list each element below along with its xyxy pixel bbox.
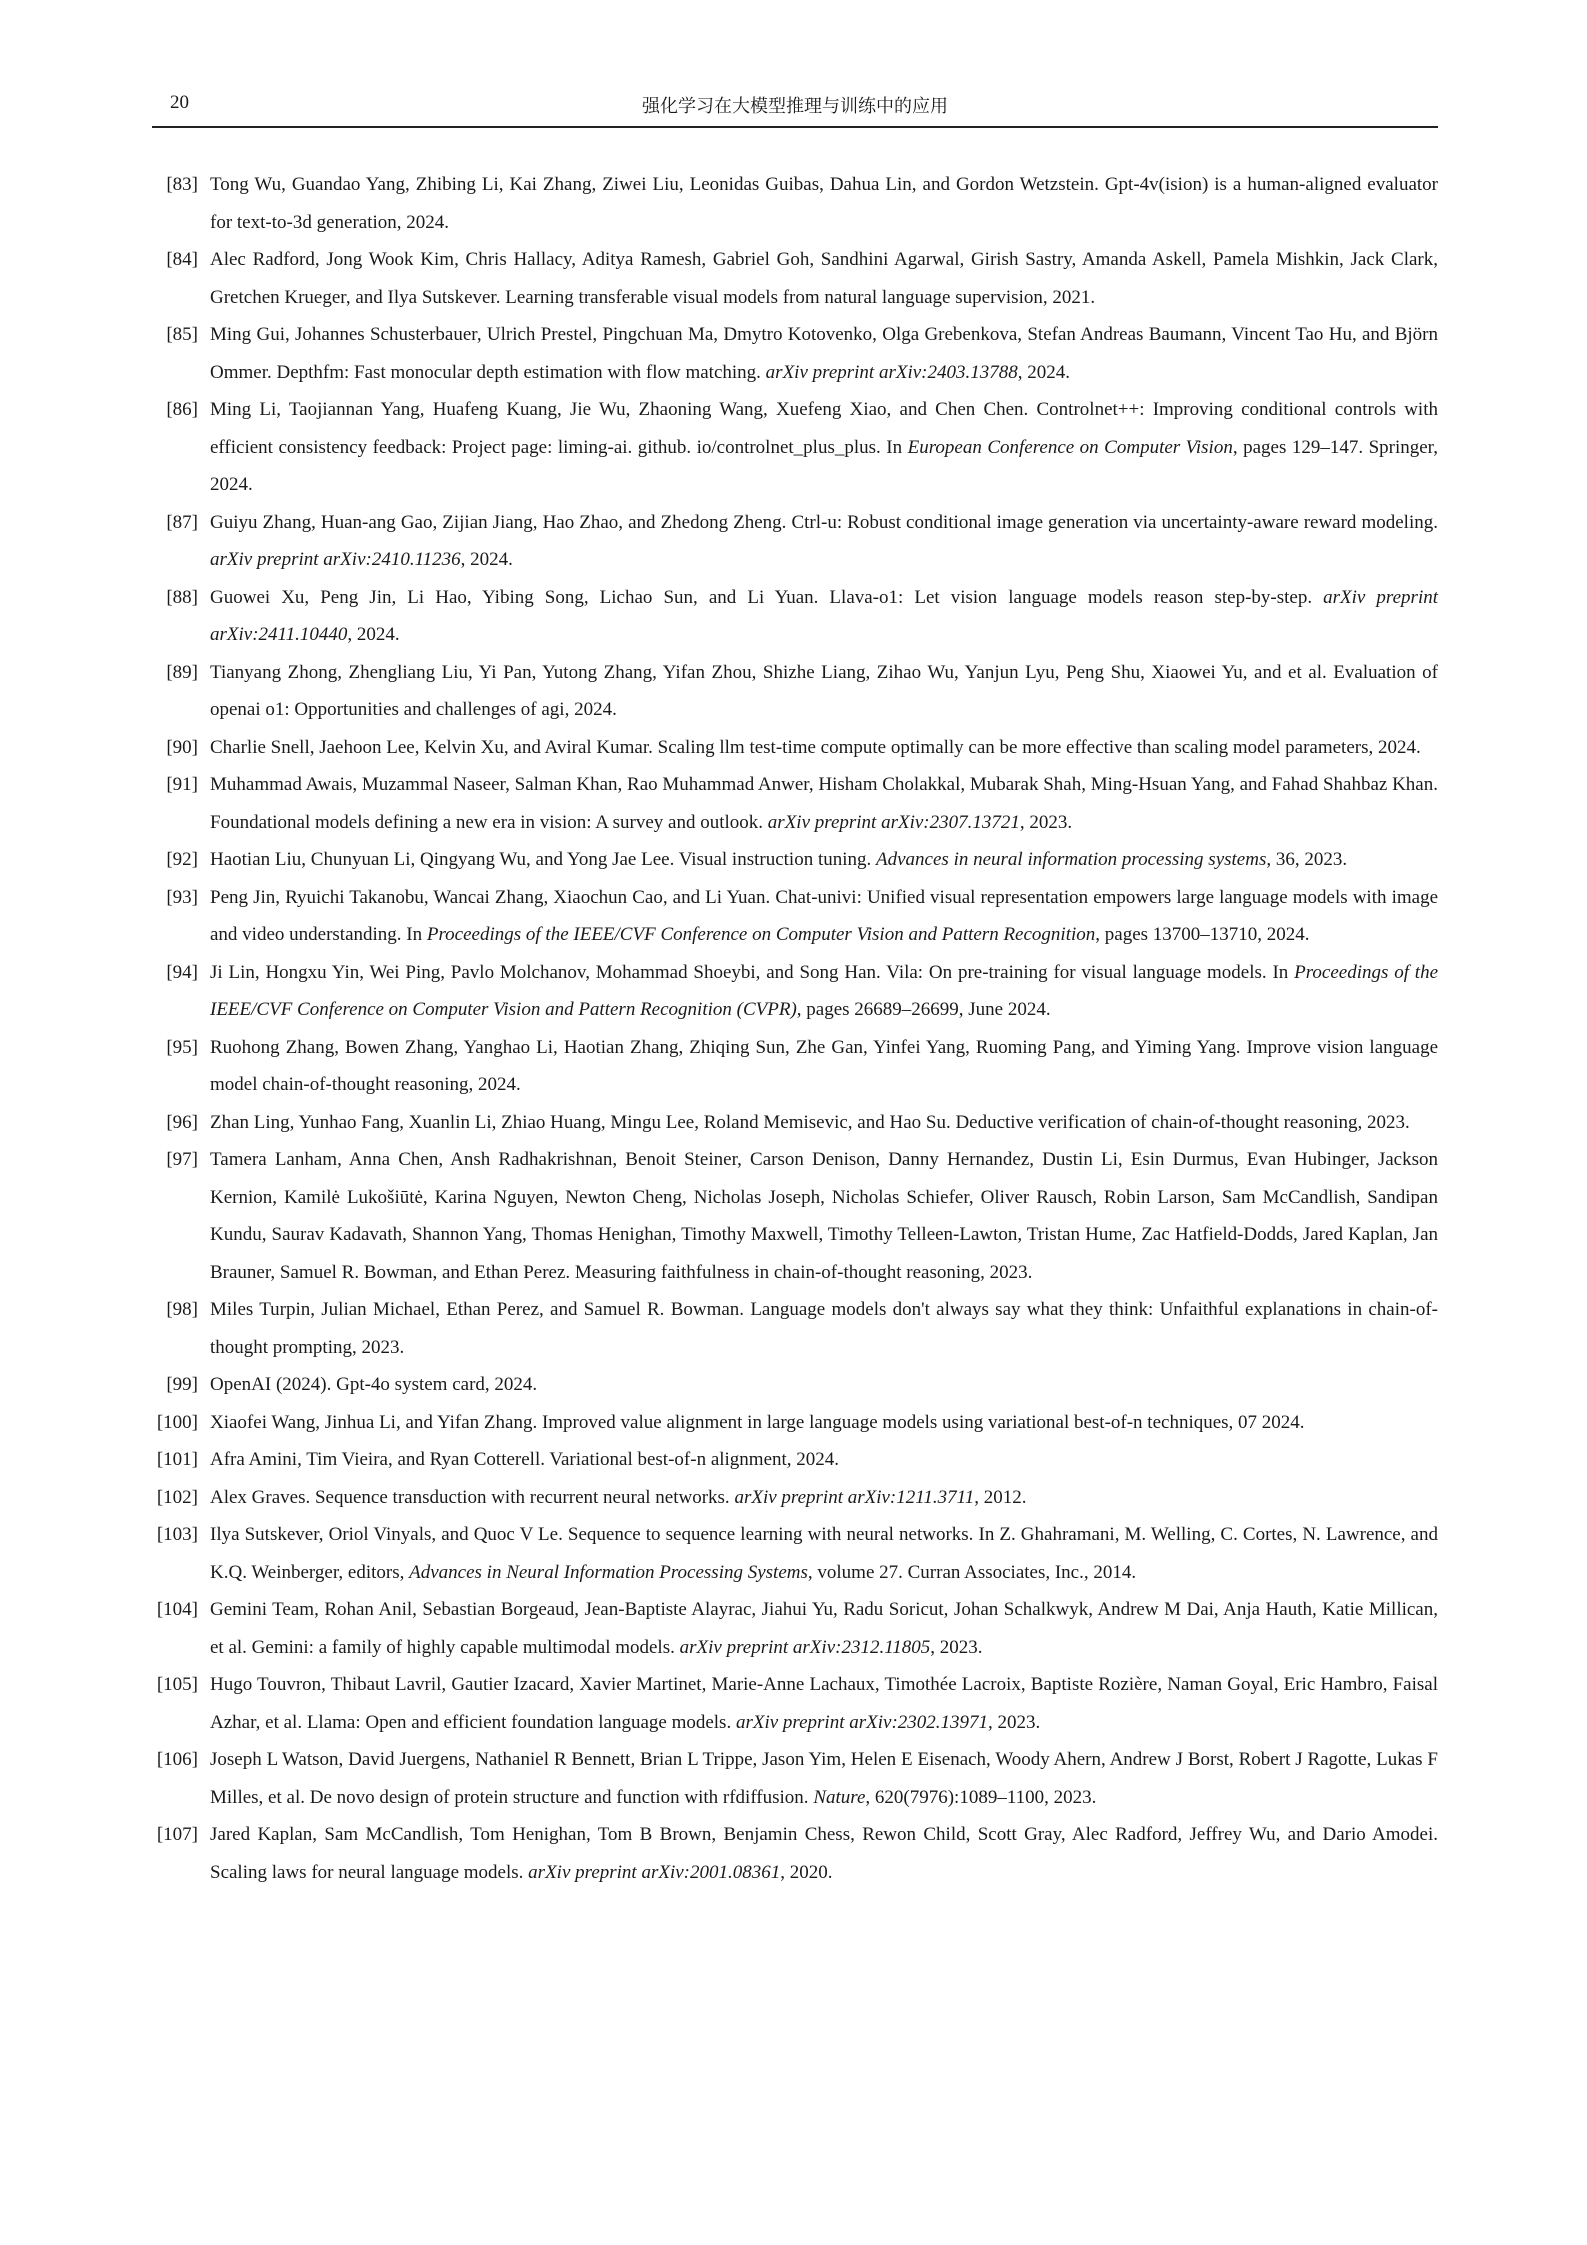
reference-text (210, 1404, 1438, 1442)
reference-entry (152, 654, 1438, 729)
reference-entry (152, 841, 1438, 879)
reference-fragment: , 2023. (1019, 811, 1073, 833)
reference-number: [85] (166, 324, 198, 345)
reference-entry (152, 1104, 1438, 1142)
reference-fragment: Ji Lin, Hongxu Yin, Wei Ping, Pavlo Molchanov, Mohammad Shoeybi, and Song Han. Vila: On pre-training for visual language models. In (210, 961, 1295, 983)
reference-fragment: Tianyang Zhong, Zhengliang Liu, Yi Pan, Yutong Zhang, Yifan Zhou, Shizhe Liang, Zihao Wu, Yanjun Lyu, Peng Shu, Xiaowei Yu, and et al. Evaluation of openai o1: Opportunities and challenges of agi, 2024. (210, 661, 1438, 720)
reference-fragment: OpenAI (2024). Gpt-4o system card, 2024. (210, 1374, 538, 1395)
reference-fragment: Ming Li, Taojiannan Yang, Huafeng Kuang, Jie Wu, Zhaoning Wang, Xuefeng Xiao, and Chen Chen. Controlnet++: Improving conditional controls with efficient consistency feedback: Project page: liming-ai. github. io/controlnet_plus_plus. In (210, 399, 1438, 458)
reference-fragment: Alec Radford, Jong Wook Kim, Chris Hallacy, Aditya Ramesh, Gabriel Goh, Sandhini Agarwal, Girish Sastry, Amanda Askell, Pamela Mishkin, Jack Clark, Gretchen Krueger, and Ilya Sutskever. Learning transferable visual models from natural language supervision, 2021. (210, 249, 1438, 308)
reference-number: [96] (166, 1111, 198, 1133)
reference-number: [91] (166, 774, 198, 795)
reference-fragment: Tamera Lanham, Anna Chen, Ansh Radhakrishnan, Benoit Steiner, Carson Denison, Danny Hernandez, Dustin Li, Esin Durmus, Evan Hubinger, Jackson Kernion, Kamilė Lukošiūtė, Karina Nguyen, Newton Cheng, Nicholas Joseph, Nicholas Schiefer, Oliver Rausch, Robin Larson, Sam McCandlish, Sandipan Kundu, Saurav Kadavath, Shannon Yang, Thomas Henighan, Timothy Maxwell, Timothy Telleen-Lawton, Tristan Hume, Zac Hatfield-Dodds, Jared Kaplan, Jan Brauner, Samuel R. Bowman, and Ethan Perez. Measuring faithfulness in chain-of-thought reasoning, 2023. (210, 1149, 1438, 1283)
reference-text (210, 1741, 1438, 1816)
reference-fragment: Ruohong Zhang, Bowen Zhang, Yanghao Li, Haotian Zhang, Zhiqing Sun, Zhe Gan, Yinfei Yang, Ruoming Pang, and Yiming Yang. Improve vision language model chain-of-thought reasoning, 2024. (210, 1036, 1438, 1095)
reference-number: [92] (166, 849, 198, 870)
reference-number: [106] (156, 1749, 198, 1770)
reference-number: [94] (166, 961, 198, 983)
reference-entry (152, 766, 1438, 841)
reference-text (210, 241, 1438, 316)
reference-fragment: Guowei Xu, Peng Jin, Li Hao, Yibing Song, Lichao Sun, and Li Yuan. Llava-o1: Let vision language models reason step-by-step. (210, 586, 1324, 608)
reference-number: [86] (166, 399, 198, 420)
reference-number: [87] (166, 511, 198, 533)
reference-entry (152, 1591, 1438, 1666)
reference-number: [104] (156, 1599, 198, 1620)
reference-text (210, 1141, 1438, 1291)
reference-entry (152, 166, 1438, 241)
reference-entry (152, 1666, 1438, 1741)
reference-fragment: Xiaofei Wang, Jinhua Li, and Yifan Zhang. Improved value alignment in large language models using variational best-of-n techniques, 07 2024. (210, 1411, 1305, 1433)
reference-entry (152, 1141, 1438, 1291)
reference-number: [95] (166, 1036, 198, 1058)
reference-fragment: Alex Graves. Sequence transduction with recurrent neural networks. (210, 1486, 735, 1508)
reference-fragment: , 2023. (988, 1711, 1041, 1733)
reference-fragment: , pages 13700–13710, 2024. (1095, 924, 1310, 945)
reference-number: [89] (166, 661, 198, 683)
reference-number: [103] (156, 1524, 198, 1545)
reference-fragment: , pages 129–147. Springer, 2024. (210, 436, 1438, 495)
reference-number: [102] (156, 1486, 198, 1508)
reference-text (210, 1291, 1438, 1366)
reference-fragment: Haotian Liu, Chunyuan Li, Qingyang Wu, and Yong Jae Lee. Visual instruction tuning. (210, 849, 877, 870)
reference-text (210, 1366, 1438, 1404)
reference-text (210, 879, 1438, 954)
reference-text (210, 766, 1438, 841)
reference-venue: Proceedings of the IEEE/CVF Conference on Computer Vision and Pattern Recognition (CVPR) (210, 961, 1438, 1020)
running-title: 强化学习在大模型推理与训练中的应用 (642, 96, 948, 117)
reference-text (210, 1479, 1438, 1517)
reference-venue: arXiv preprint arXiv:1211.3711 (734, 1486, 975, 1508)
reference-fragment: , 36, 2023. (1266, 849, 1348, 870)
reference-fragment: Guiyu Zhang, Huan-ang Gao, Zijian Jiang, Hao Zhao, and Zhedong Zheng. Ctrl-u: Robust conditional image generation via uncertainty-aware reward modeling. (210, 511, 1438, 533)
reference-entry (152, 1516, 1438, 1591)
reference-number: [98] (166, 1299, 198, 1320)
page-header (152, 92, 1438, 128)
reference-text (210, 729, 1438, 767)
reference-fragment: Gemini Team, Rohan Anil, Sebastian Borgeaud, Jean-Baptiste Alayrac, Jiahui Yu, Radu Soricut, Johan Schalkwyk, Andrew M Dai, Anja Hauth, Katie Millican, et al. Gemini: a family of highly capable multimodal models. (210, 1599, 1438, 1658)
reference-fragment: Ming Gui, Johannes Schusterbauer, Ulrich Prestel, Pingchuan Ma, Dmytro Kotovenko, Olga Grebenkova, Stefan Andreas Baumann, Vincent Tao Hu, and Björn Ommer. Depthfm: Fast monocular depth estimation with flow matching. (210, 324, 1438, 383)
page-number: 20 (170, 92, 189, 113)
reference-fragment: Jared Kaplan, Sam McCandlish, Tom Henighan, Tom B Brown, Benjamin Chess, Rewon Child, Scott Gray, Alec Radford, Jeffrey Wu, and Dario Amodei. Scaling laws for neural language models. (210, 1824, 1438, 1883)
reference-entry (152, 954, 1438, 1029)
reference-list (152, 166, 1438, 1891)
reference-number: [84] (166, 249, 198, 270)
reference-entry (152, 879, 1438, 954)
reference-text (210, 504, 1438, 579)
reference-entry (152, 316, 1438, 391)
reference-number: [88] (166, 586, 198, 608)
reference-entry (152, 391, 1438, 504)
reference-fragment: Joseph L Watson, David Juergens, Nathaniel R Bennett, Brian L Trippe, Jason Yim, Helen E Eisenach, Woody Ahern, Andrew J Borst, Robert J Ragotte, Lukas F Milles, et al. De novo design of protein structure and function with rfdiffusion. (210, 1749, 1438, 1808)
reference-number: [93] (166, 886, 198, 908)
reference-entry (152, 579, 1438, 654)
reference-fragment: Peng Jin, Ryuichi Takanobu, Wancai Zhang, Xiaochun Cao, and Li Yuan. Chat-univi: Unified visual representation empowers large language models with image and video understanding. In (210, 886, 1438, 945)
reference-fragment: Miles Turpin, Julian Michael, Ethan Perez, and Samuel R. Bowman. Language models don't always say what they think: Unfaithful explanations in chain-of-thought prompting, 2023. (210, 1299, 1438, 1358)
reference-text (210, 1104, 1438, 1142)
reference-venue: Advances in neural information processing systems (876, 849, 1267, 870)
reference-number: [107] (156, 1824, 198, 1845)
reference-text (210, 579, 1438, 654)
reference-venue: Nature (813, 1786, 866, 1808)
reference-venue: arXiv preprint arXiv:2312.11805 (679, 1636, 931, 1658)
reference-number: [99] (166, 1374, 198, 1395)
reference-text (210, 1666, 1438, 1741)
reference-fragment: , 2012. (974, 1486, 1027, 1508)
reference-number: [105] (156, 1674, 198, 1695)
reference-fragment: Muhammad Awais, Muzammal Naseer, Salman Khan, Rao Muhammad Anwer, Hisham Cholakkal, Mubarak Shah, Ming-Hsuan Yang, and Fahad Shahbaz Khan. Foundational models defining a new era in vision: A survey and outlook. (210, 774, 1438, 833)
reference-fragment: , pages 26689–26699, June 2024. (796, 999, 1051, 1020)
reference-venue: arXiv preprint arXiv:2302.13971 (735, 1711, 989, 1733)
reference-venue: Proceedings of the IEEE/CVF Conference on Computer Vision and Pattern Recognition (426, 924, 1096, 945)
reference-text (210, 954, 1438, 1029)
reference-entry (152, 1441, 1438, 1479)
reference-fragment: Hugo Touvron, Thibaut Lavril, Gautier Izacard, Xavier Martinet, Marie-Anne Lachaux, Timothée Lacroix, Baptiste Rozière, Naman Goyal, Eric Hambro, Faisal Azhar, et al. Llama: Open and efficient foundation language models. (210, 1674, 1438, 1733)
reference-entry (152, 1404, 1438, 1442)
reference-venue: arXiv preprint arXiv:2307.13721 (767, 811, 1020, 833)
reference-text (210, 1516, 1438, 1591)
reference-fragment: , 2023. (930, 1636, 983, 1658)
reference-number: [101] (156, 1449, 198, 1470)
reference-text (210, 1591, 1438, 1666)
reference-number: [83] (166, 174, 198, 195)
reference-fragment: , 2020. (780, 1861, 833, 1883)
reference-fragment: Ilya Sutskever, Oriol Vinyals, and Quoc V Le. Sequence to sequence learning with neural networks. In Z. Ghahramani, M. Welling, C. Cortes, N. Lawrence, and K.Q. Weinberger, editors, (210, 1524, 1438, 1583)
reference-venue: arXiv preprint arXiv:2001.08361 (528, 1861, 781, 1883)
reference-number: [97] (166, 1149, 198, 1170)
reference-venue: Advances in Neural Information Processing Systems (409, 1561, 808, 1583)
reference-fragment: , 2024. (347, 624, 400, 645)
reference-entry (152, 1816, 1438, 1891)
reference-venue: arXiv preprint arXiv:2403.13788 (765, 361, 1018, 383)
reference-entry (152, 504, 1438, 579)
reference-fragment: , 2024. (1017, 361, 1070, 383)
reference-venue: arXiv preprint arXiv:2410.11236 (210, 549, 461, 570)
reference-text (210, 1816, 1438, 1891)
reference-venue: European Conference on Computer Vision (907, 436, 1233, 458)
reference-entry (152, 1366, 1438, 1404)
reference-entry (152, 729, 1438, 767)
reference-text (210, 316, 1438, 391)
reference-entry (152, 1291, 1438, 1366)
reference-fragment: , 2024. (460, 549, 513, 570)
reference-text (210, 166, 1438, 241)
reference-text (210, 391, 1438, 504)
reference-fragment: Tong Wu, Guandao Yang, Zhibing Li, Kai Zhang, Ziwei Liu, Leonidas Guibas, Dahua Lin, and Gordon Wetzstein. Gpt-4v(ision) is a human-aligned evaluator for text-to-3d generation, 2024. (210, 174, 1438, 233)
reference-fragment: Charlie Snell, Jaehoon Lee, Kelvin Xu, and Aviral Kumar. Scaling llm test-time compute optimally can be more effective than scaling model parameters, 2024. (210, 736, 1421, 758)
reference-text (210, 1029, 1438, 1104)
reference-fragment: Zhan Ling, Yunhao Fang, Xuanlin Li, Zhiao Huang, Mingu Lee, Roland Memisevic, and Hao Su. Deductive verification of chain-of-thought reasoning, 2023. (210, 1111, 1410, 1133)
reference-fragment: , volume 27. Curran Associates, Inc., 2014. (807, 1561, 1137, 1583)
reference-text (210, 841, 1438, 879)
reference-entry (152, 241, 1438, 316)
reference-entry (152, 1741, 1438, 1816)
reference-text (210, 654, 1438, 729)
reference-entry (152, 1029, 1438, 1104)
reference-text (210, 1441, 1438, 1479)
reference-number: [100] (156, 1411, 198, 1433)
reference-number: [90] (166, 736, 198, 758)
reference-venue: arXiv preprint arXiv:2411.10440 (210, 586, 1439, 645)
reference-fragment: , 620(7976):1089–1100, 2023. (865, 1786, 1097, 1808)
reference-entry (152, 1479, 1438, 1517)
reference-fragment: Afra Amini, Tim Vieira, and Ryan Cotterell. Variational best-of-n alignment, 2024. (210, 1449, 840, 1470)
